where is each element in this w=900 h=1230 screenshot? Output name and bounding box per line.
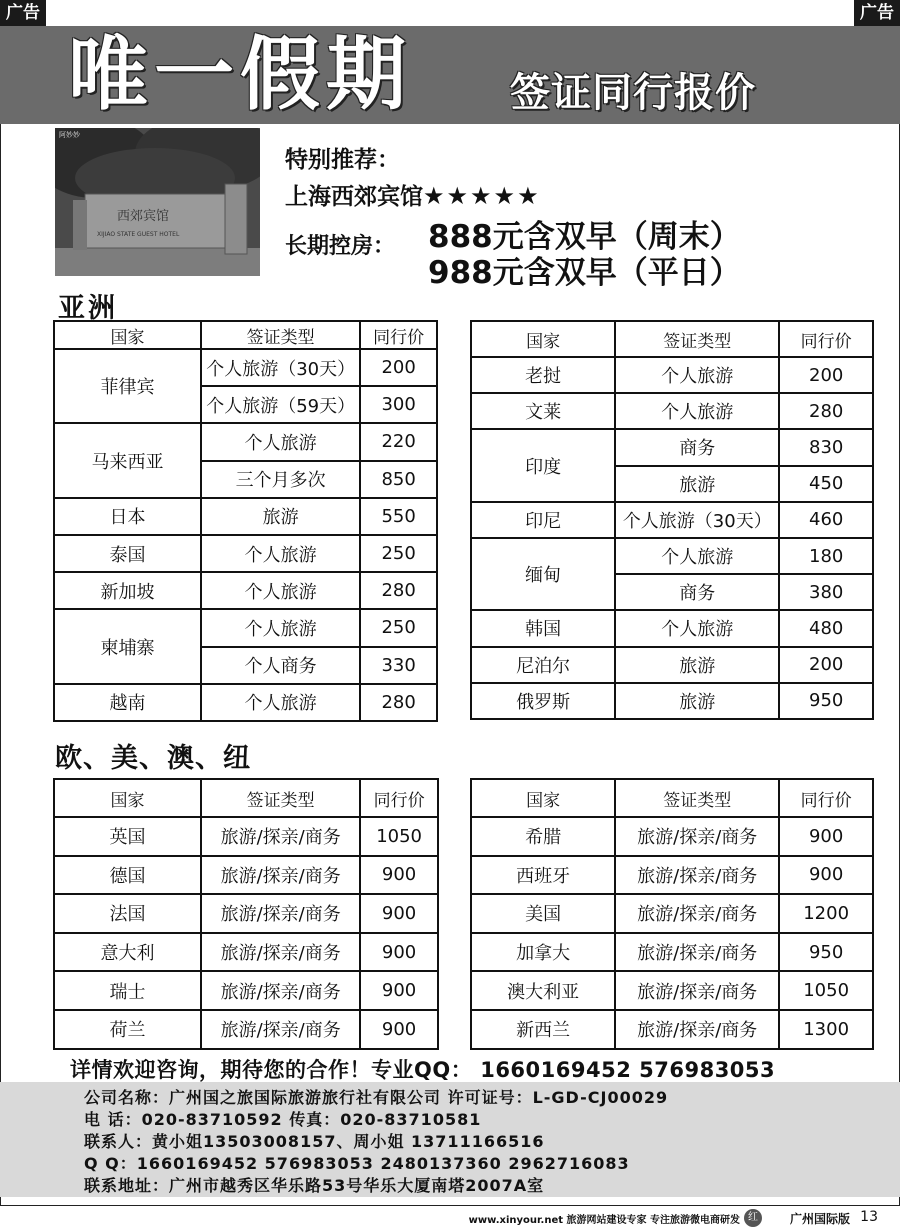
cell-visa-type: 个人旅游（59天） [201, 386, 360, 423]
cell-visa-type: 旅游 [615, 647, 779, 683]
cell-visa-type: 旅游 [615, 683, 779, 719]
cell-country: 印尼 [471, 502, 615, 538]
photo-sign-text: 西郊宾馆 [117, 209, 170, 224]
cell-country: 法国 [54, 894, 201, 933]
cell-price: 220 [360, 423, 437, 460]
company-qq: Q Q：1660169452 576983053 2480137360 2962716083 [84, 1154, 630, 1173]
cell-visa-type: 个人旅游 [615, 610, 779, 646]
cell-price: 550 [360, 498, 437, 535]
cell-price: 250 [360, 535, 437, 572]
cell-country: 缅甸 [471, 538, 615, 610]
table-row [54, 609, 437, 646]
table-row [54, 971, 438, 1010]
table-row [471, 817, 873, 856]
cell-visa-type: 旅游 [201, 498, 360, 535]
table-row [54, 894, 438, 933]
cell-price: 280 [360, 684, 437, 721]
photo-sign-en: XIJIAO STATE GUEST HOTEL [97, 231, 180, 238]
europe-visa-table-right [470, 778, 874, 1050]
table-row [471, 1010, 873, 1049]
cell-visa-type: 个人旅游（30天） [201, 349, 360, 386]
contact-text: 详情欢迎咨询，期待您的合作！专业QQ： [70, 1058, 473, 1082]
cell-price: 280 [779, 393, 873, 429]
table-row [54, 817, 438, 856]
cell-price: 330 [360, 647, 437, 684]
cell-visa-type: 个人旅游 [615, 538, 779, 574]
cell-visa-type: 旅游/探亲/商务 [615, 933, 779, 972]
company-contacts: 联系人：黄小姐13503008157、周小姐 13711166516 [84, 1132, 545, 1151]
promo-price-weekend: 888元含双早（周末） [428, 219, 741, 255]
header-country: 国家 [471, 321, 615, 357]
promo-hotel-name: 上海西郊宾馆 [285, 184, 423, 210]
table-row [471, 933, 873, 972]
promo-price-weekday: 988元含双早（平日） [428, 255, 741, 291]
cell-country: 英国 [54, 817, 201, 856]
footer-logo-icon: 红 [744, 1209, 762, 1227]
cell-visa-type: 个人旅游 [201, 535, 360, 572]
cell-country: 西班牙 [471, 856, 615, 895]
header-country: 国家 [54, 321, 201, 349]
cell-visa-type: 个人旅游 [201, 572, 360, 609]
table-row [54, 933, 438, 972]
table-row [471, 429, 873, 465]
cell-visa-type: 旅游/探亲/商务 [615, 894, 779, 933]
section-title-asia: 亚洲 [58, 293, 118, 324]
cell-price: 380 [779, 574, 873, 610]
cell-price: 280 [360, 572, 437, 609]
cell-visa-type: 旅游/探亲/商务 [615, 817, 779, 856]
table-row [471, 856, 873, 895]
asia-visa-table-left [53, 320, 438, 722]
cell-visa-type: 旅游/探亲/商务 [201, 971, 360, 1010]
cell-country: 澳大利亚 [471, 971, 615, 1010]
ad-tag-left: 广告 [0, 0, 46, 26]
company-name: 公司名称：广州国之旅国际旅游旅行社有限公司 许可证号：L-GD-CJ00029 [84, 1088, 669, 1107]
cell-visa-type: 个人旅游 [201, 609, 360, 646]
star-rating-icon: ★★★★★ [423, 182, 541, 210]
table-row [54, 423, 437, 460]
cell-price: 900 [360, 856, 438, 895]
table-row [54, 856, 438, 895]
table-row [471, 894, 873, 933]
cell-price: 900 [360, 971, 438, 1010]
cell-price: 830 [779, 429, 873, 465]
header-banner [0, 26, 900, 124]
cell-price: 900 [779, 817, 873, 856]
cell-visa-type: 旅游/探亲/商务 [201, 817, 360, 856]
cell-country: 印度 [471, 429, 615, 501]
header-price: 同行价 [779, 779, 873, 817]
cell-visa-type: 个人旅游 [201, 423, 360, 460]
table-row [54, 684, 437, 721]
company-address: 联系地址：广州市越秀区华乐路53号华乐大厦南塔2007A室 [84, 1176, 545, 1195]
ad-tag-right: 广告 [854, 0, 900, 26]
table-row [471, 393, 873, 429]
hotel-photo-illustration [55, 128, 260, 276]
contact-line [70, 1054, 775, 1084]
cell-country: 柬埔寨 [54, 609, 201, 683]
header-country: 国家 [471, 779, 615, 817]
cell-visa-type: 个人旅游 [615, 357, 779, 393]
cell-visa-type: 个人商务 [201, 647, 360, 684]
cell-country: 荷兰 [54, 1010, 201, 1049]
footer-text: www.xinyour.net 旅游网站建设专家 专注旅游微电商研发 [468, 1215, 740, 1226]
cell-visa-type: 个人旅游 [615, 393, 779, 429]
cell-price: 200 [779, 357, 873, 393]
cell-price: 180 [779, 538, 873, 574]
cell-country: 德国 [54, 856, 201, 895]
cell-visa-type: 旅游/探亲/商务 [615, 856, 779, 895]
footer-brand: 广州国际版 [789, 1212, 850, 1226]
europe-visa-table-left [53, 778, 439, 1050]
cell-country: 越南 [54, 684, 201, 721]
cell-country: 马来西亚 [54, 423, 201, 497]
cell-visa-type: 三个月多次 [201, 461, 360, 498]
cell-country: 菲律宾 [54, 349, 201, 423]
cell-visa-type: 旅游/探亲/商务 [615, 1010, 779, 1049]
promo-label: 特别推荐： [285, 147, 400, 173]
table-row [471, 357, 873, 393]
cell-price: 1300 [779, 1010, 873, 1049]
cell-country: 老挝 [471, 357, 615, 393]
cell-price: 450 [779, 466, 873, 502]
cell-country: 新加坡 [54, 572, 201, 609]
company-phone: 电 话：020-83710592 传真：020-83710581 [84, 1110, 482, 1129]
promo-price-label: 长期控房： [285, 234, 396, 259]
page-footer [0, 1206, 900, 1230]
cell-price: 900 [360, 933, 438, 972]
cell-visa-type: 个人旅游 [201, 684, 360, 721]
cell-visa-type: 商务 [615, 574, 779, 610]
header-visa-type: 签证类型 [615, 321, 779, 357]
cell-price: 950 [779, 683, 873, 719]
cell-price: 950 [779, 933, 873, 972]
table-row [54, 349, 437, 386]
cell-price: 460 [779, 502, 873, 538]
cell-visa-type: 个人旅游（30天） [615, 502, 779, 538]
cell-country: 韩国 [471, 610, 615, 646]
cell-country: 尼泊尔 [471, 647, 615, 683]
cell-price: 900 [779, 856, 873, 895]
cell-visa-type: 旅游/探亲/商务 [615, 971, 779, 1010]
cell-country: 美国 [471, 894, 615, 933]
table-row [471, 538, 873, 574]
cell-country: 文莱 [471, 393, 615, 429]
banner-title: 唯一假期 [68, 27, 412, 121]
table-row [54, 535, 437, 572]
cell-country: 日本 [54, 498, 201, 535]
cell-price: 1050 [360, 817, 438, 856]
cell-country: 俄罗斯 [471, 683, 615, 719]
table-row [54, 498, 437, 535]
cell-visa-type: 旅游/探亲/商务 [201, 894, 360, 933]
cell-price: 480 [779, 610, 873, 646]
cell-visa-type: 旅游/探亲/商务 [201, 933, 360, 972]
cell-country: 新西兰 [471, 1010, 615, 1049]
table-row [471, 971, 873, 1010]
cell-country: 瑞士 [54, 971, 201, 1010]
cell-visa-type: 旅游 [615, 466, 779, 502]
banner-subtitle: 签证同行报价 [510, 70, 756, 116]
hotel-photo [55, 128, 260, 276]
contact-qq: 1660169452 576983053 [480, 1058, 776, 1082]
cell-price: 200 [360, 349, 437, 386]
header-country: 国家 [54, 779, 201, 817]
cell-price: 300 [360, 386, 437, 423]
header-visa-type: 签证类型 [201, 779, 360, 817]
header-price: 同行价 [360, 779, 438, 817]
table-row [54, 572, 437, 609]
cell-country: 希腊 [471, 817, 615, 856]
header-price: 同行价 [779, 321, 873, 357]
table-row [471, 610, 873, 646]
cell-visa-type: 旅游/探亲/商务 [201, 856, 360, 895]
cell-price: 1200 [779, 894, 873, 933]
cell-country: 加拿大 [471, 933, 615, 972]
header-visa-type: 签证类型 [615, 779, 779, 817]
cell-price: 200 [779, 647, 873, 683]
cell-visa-type: 旅游/探亲/商务 [201, 1010, 360, 1049]
promo-hotel [285, 178, 541, 215]
cell-price: 900 [360, 894, 438, 933]
company-info-box [0, 1082, 900, 1197]
table-row [471, 502, 873, 538]
promo-price-row [285, 215, 741, 291]
cell-price: 1050 [779, 971, 873, 1010]
header-visa-type: 签证类型 [201, 321, 360, 349]
cell-country: 泰国 [54, 535, 201, 572]
cell-price: 900 [360, 1010, 438, 1049]
table-row [54, 1010, 438, 1049]
special-recommendation [285, 142, 741, 291]
cell-visa-type: 商务 [615, 429, 779, 465]
table-row [471, 683, 873, 719]
cell-price: 850 [360, 461, 437, 498]
header-price: 同行价 [360, 321, 437, 349]
section-title-europe: 欧、美、澳、纽 [55, 743, 251, 774]
page-number: 13 [860, 1209, 878, 1225]
cell-country: 意大利 [54, 933, 201, 972]
asia-visa-table-right [470, 320, 874, 720]
table-row [471, 647, 873, 683]
cell-price: 250 [360, 609, 437, 646]
photo-caption: 阿妙妙 [59, 131, 80, 139]
